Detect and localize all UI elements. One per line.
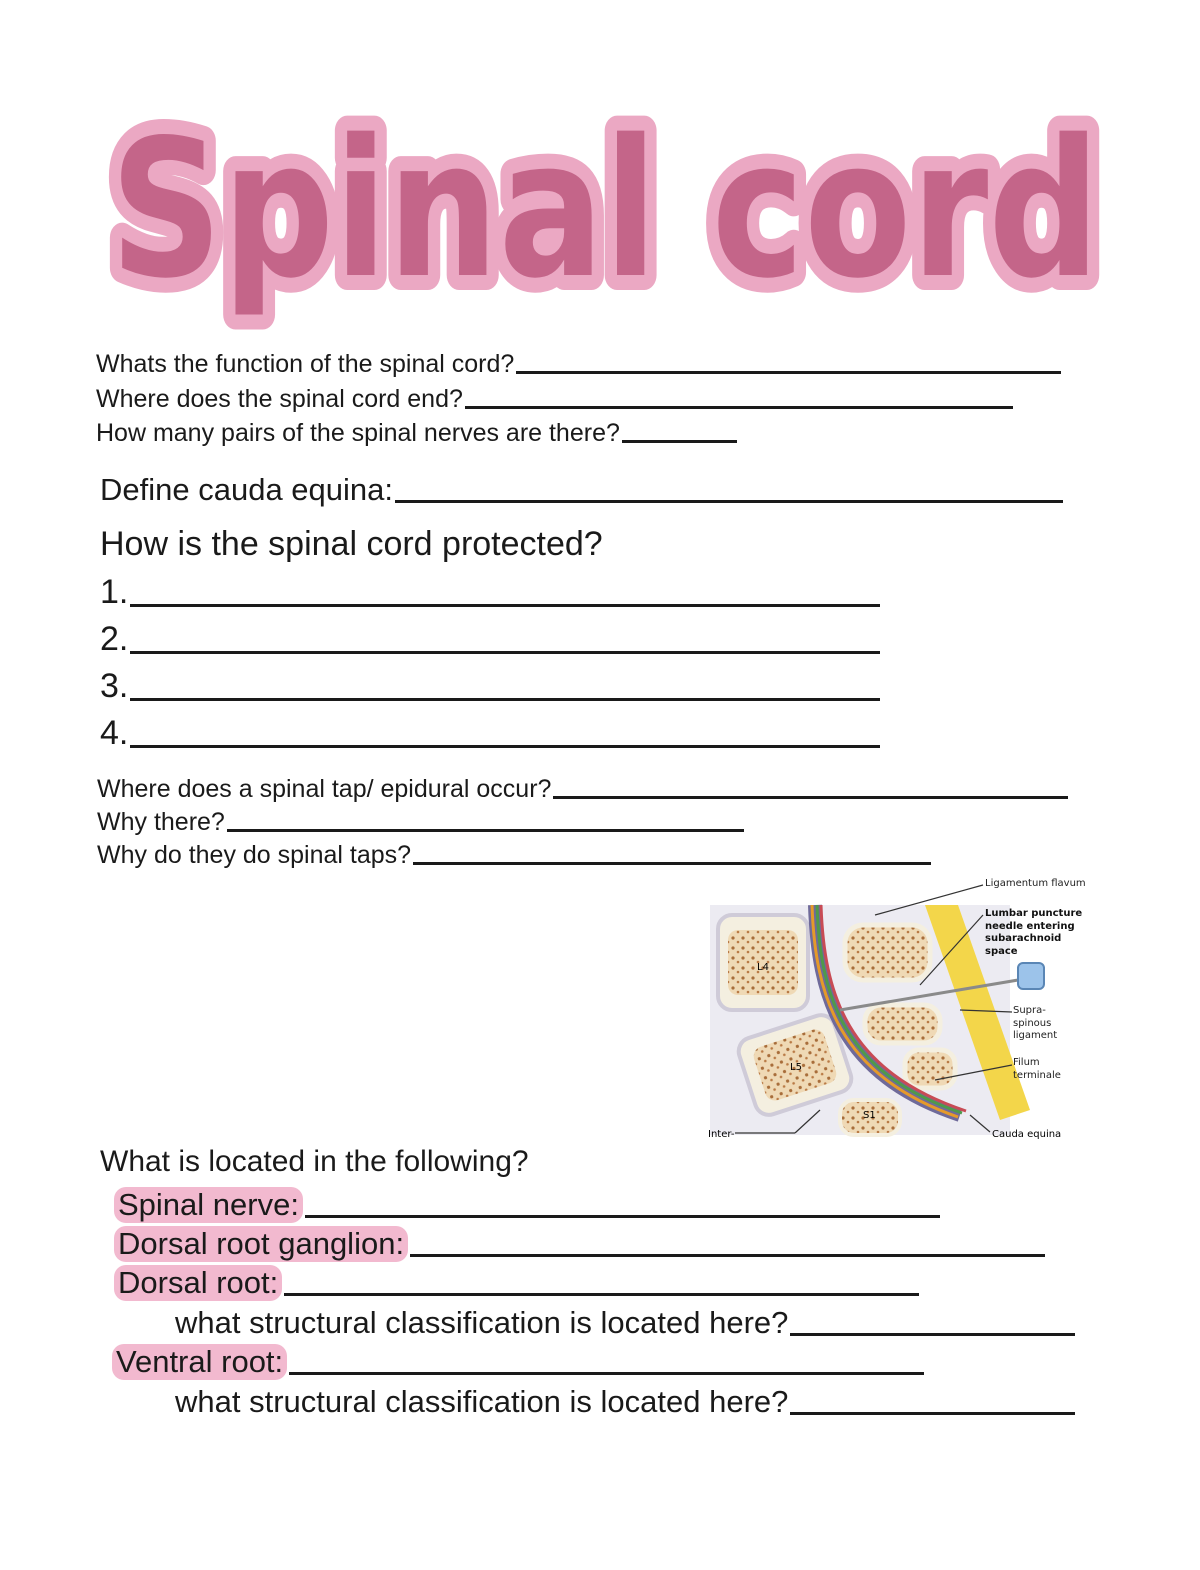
answer-line[interactable] — [130, 745, 880, 748]
question-dorsal-classification — [175, 1305, 1075, 1341]
label-filum-terminale: Filum terminale — [1013, 1057, 1061, 1081]
label-supraspinous: Supra- spinous ligament — [1013, 1005, 1058, 1041]
ventral-classification-label: what structural classification is located here? — [175, 1384, 789, 1419]
label-s1: S1 — [863, 1110, 876, 1121]
question-tap-location-label: Where does a spinal tap/ epidural occur? — [97, 775, 552, 803]
label-l5: L5 — [790, 1062, 802, 1073]
dorsal-root-label: Dorsal root: — [114, 1265, 282, 1301]
answer-line[interactable] — [516, 371, 1061, 374]
question-cauda-equina — [100, 472, 1063, 508]
answer-line[interactable] — [465, 406, 1013, 409]
label-inter: Inter- — [708, 1129, 735, 1140]
spinous-process — [905, 1050, 955, 1088]
label-cauda-equina: Cauda equina — [992, 1129, 1062, 1140]
answer-line[interactable] — [410, 1254, 1045, 1257]
question-pairs — [96, 419, 737, 448]
item-number: 3. — [100, 667, 129, 705]
question-end — [96, 385, 1013, 414]
protected-item — [100, 714, 880, 753]
question-why-there — [97, 808, 744, 837]
located-heading: What is located in the following? — [100, 1145, 529, 1178]
question-why-there-label: Why there? — [97, 808, 225, 836]
item-number: 2. — [100, 620, 129, 658]
spine-illustration — [700, 875, 1100, 1145]
question-ventral-classification — [175, 1384, 1075, 1420]
dorsal-root-ganglion-label: Dorsal root ganglion: — [114, 1226, 408, 1262]
syringe-hub — [1018, 963, 1044, 989]
page-title — [95, 110, 1115, 350]
answer-line[interactable] — [227, 829, 744, 832]
answer-line[interactable] — [284, 1293, 919, 1296]
question-dorsal-root — [118, 1265, 919, 1301]
item-number: 4. — [100, 714, 129, 752]
answer-line[interactable] — [289, 1372, 924, 1375]
question-dorsal-root-ganglion — [118, 1226, 1045, 1262]
label-l4: L4 — [757, 962, 769, 973]
answer-line[interactable] — [790, 1333, 1075, 1336]
ventral-root-label: Ventral root: — [112, 1344, 287, 1380]
spinous-process — [845, 925, 930, 980]
protected-item — [100, 667, 880, 706]
answer-line[interactable] — [622, 440, 737, 443]
answer-line[interactable] — [130, 698, 880, 701]
question-why-taps-label: Why do they do spinal taps? — [97, 841, 412, 869]
question-end-label: Where does the spinal cord end? — [96, 385, 463, 413]
dorsal-classification-label: what structural classification is located here? — [175, 1305, 789, 1340]
spinous-process — [865, 1005, 940, 1043]
question-function — [96, 350, 1061, 379]
question-pairs-label: How many pairs of the spinal nerves are there? — [96, 419, 620, 447]
answer-line[interactable] — [305, 1215, 940, 1218]
answer-line[interactable] — [413, 862, 931, 865]
lumbar-puncture-figure — [700, 875, 1100, 1145]
protected-item — [100, 620, 880, 659]
title-outline: Spinal cord — [110, 110, 1100, 320]
label-lumbar-puncture: Lumbar puncture needle entering subarachnoid space — [985, 908, 1083, 957]
title-text: Spinal cord — [110, 110, 1100, 320]
answer-line[interactable] — [395, 500, 1063, 503]
protected-item — [100, 573, 880, 612]
question-ventral-root — [116, 1344, 924, 1380]
spinal-nerve-label: Spinal nerve: — [114, 1187, 303, 1223]
answer-line[interactable] — [130, 604, 880, 607]
answer-line[interactable] — [790, 1412, 1075, 1415]
question-function-label: Whats the function of the spinal cord? — [96, 350, 515, 378]
title-graphic — [95, 110, 1115, 350]
question-why-taps — [97, 841, 931, 870]
protected-heading: How is the spinal cord protected? — [100, 525, 603, 563]
answer-line[interactable] — [553, 796, 1068, 799]
answer-line[interactable] — [130, 651, 880, 654]
question-tap-location — [97, 775, 1068, 804]
question-spinal-nerve — [118, 1187, 940, 1223]
label-ligamentum-flavum: Ligamentum flavum — [985, 878, 1086, 889]
item-number: 1. — [100, 573, 129, 611]
question-cauda-equina-label: Define cauda equina: — [100, 472, 394, 507]
